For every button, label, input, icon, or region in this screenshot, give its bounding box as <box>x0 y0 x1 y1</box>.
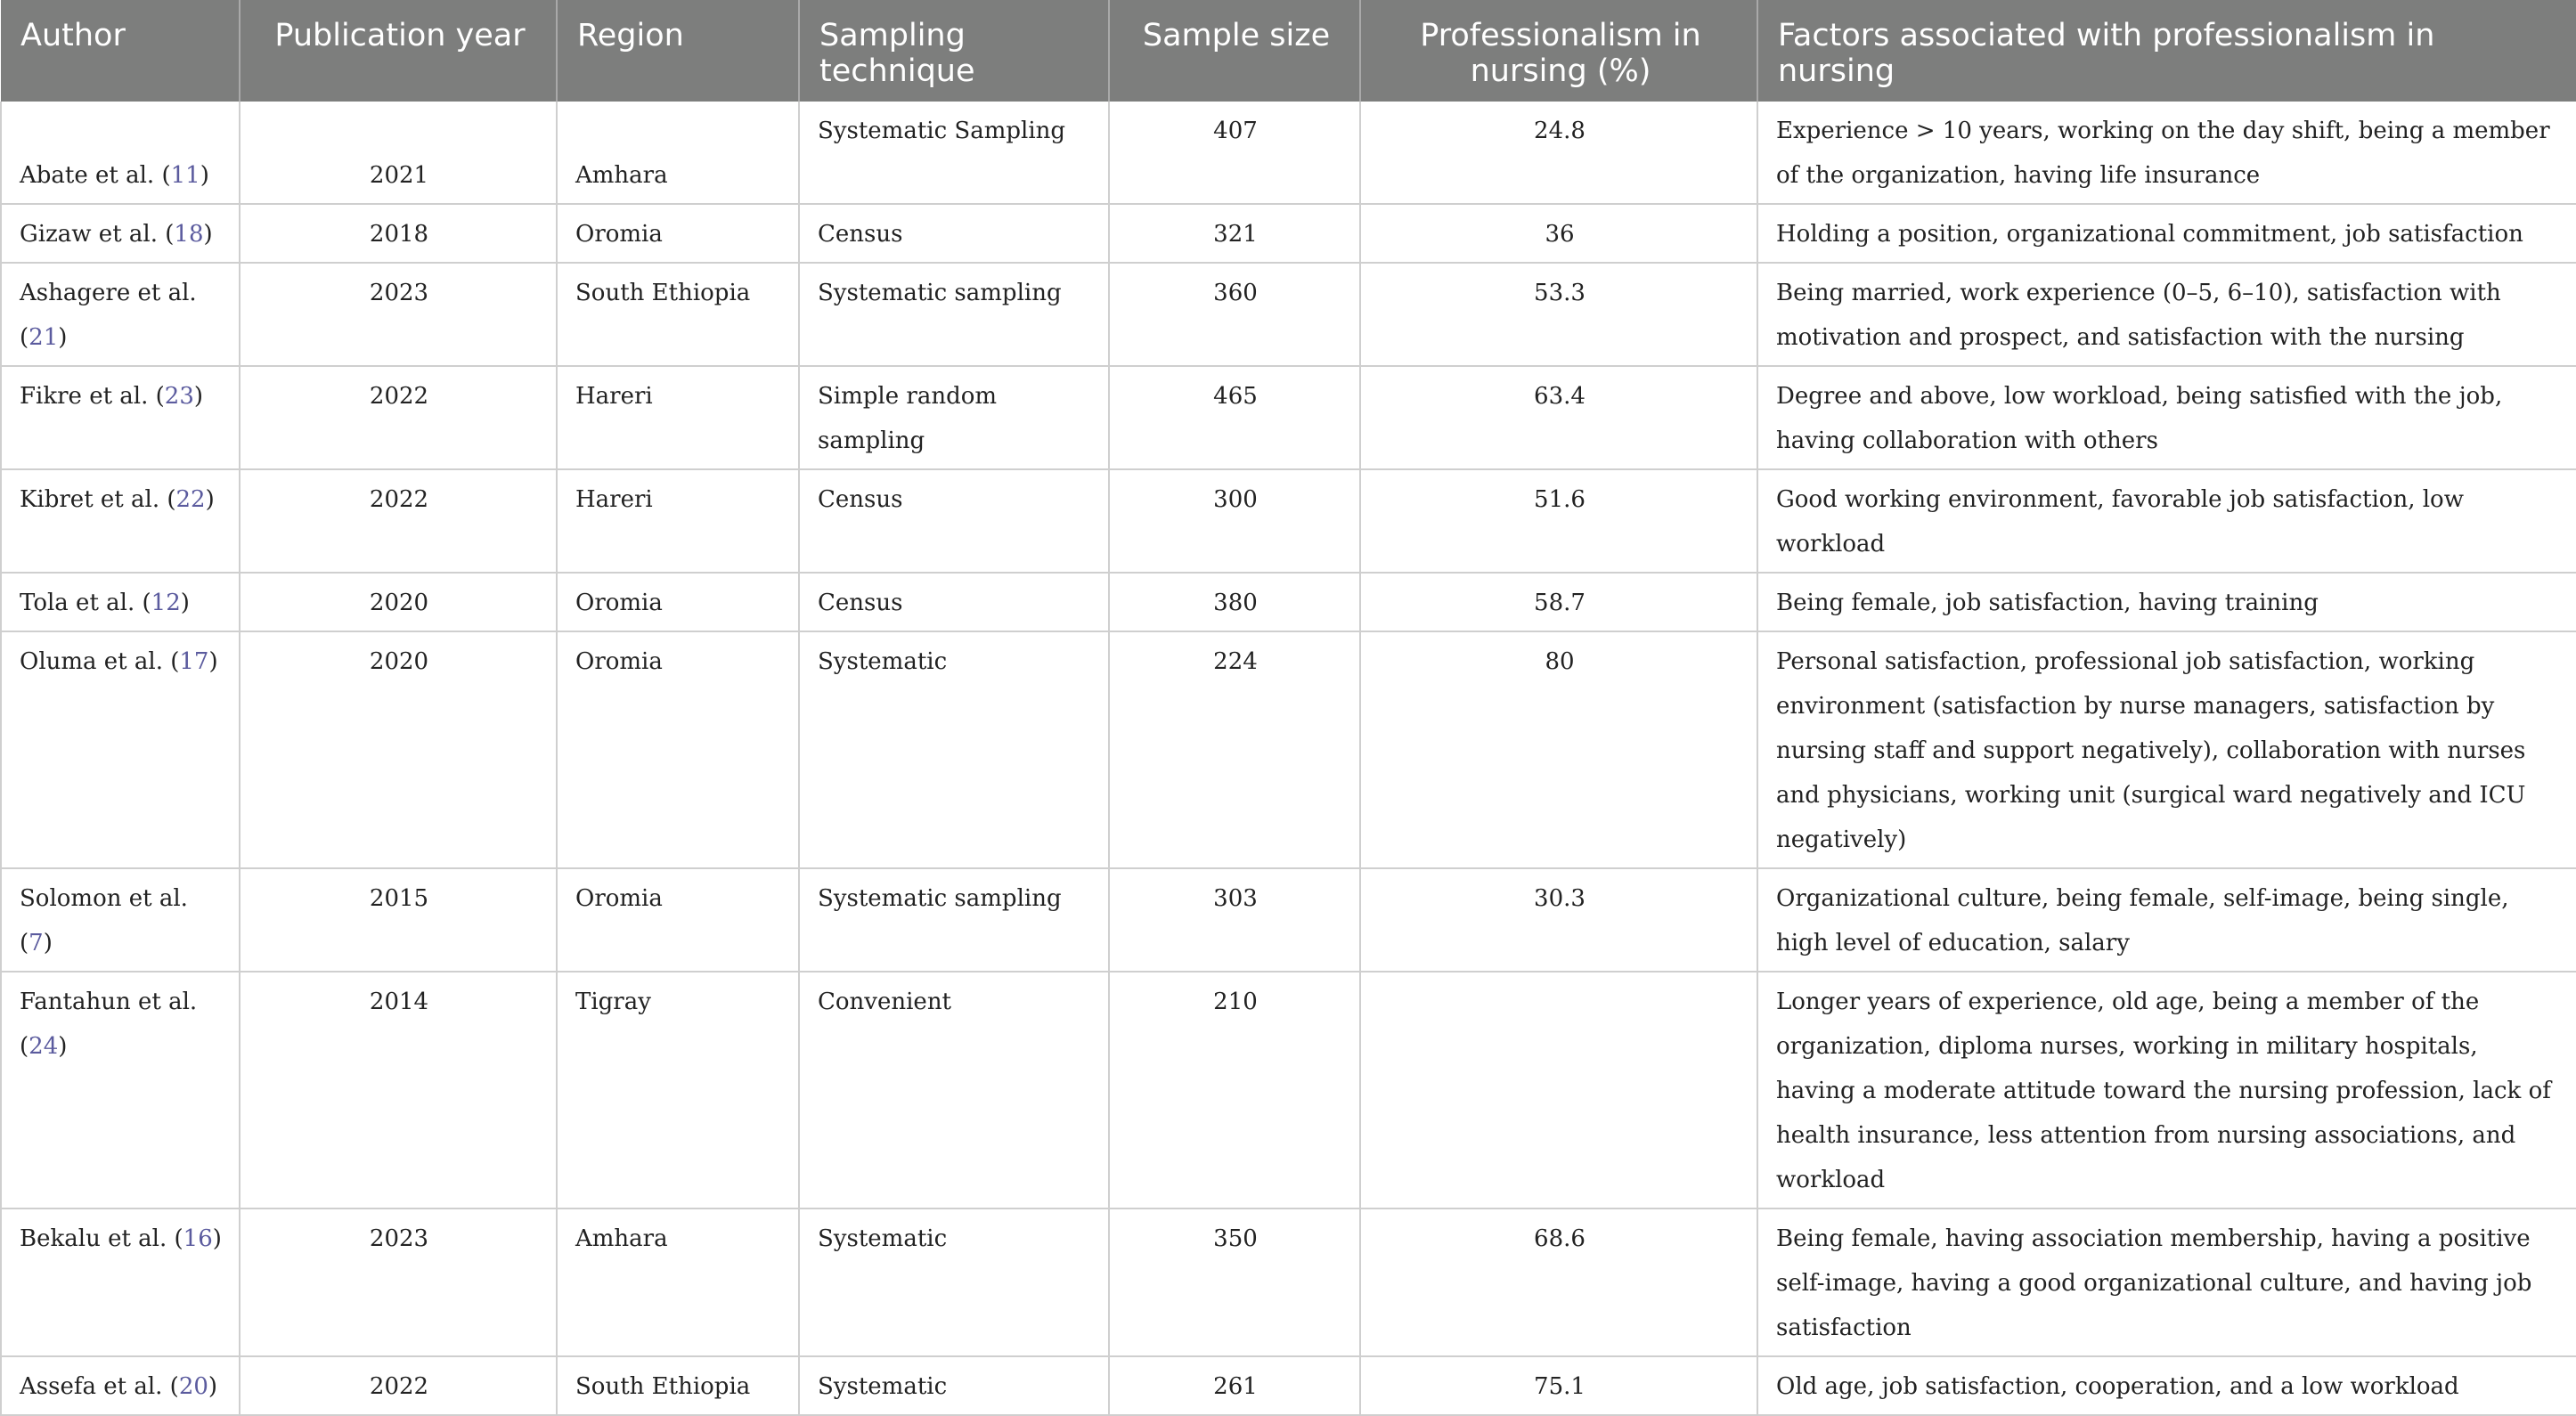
reference-link[interactable]: 16 <box>183 1225 213 1252</box>
cell-technique: Systematic <box>799 1208 1109 1356</box>
cell-sample-size: 350 <box>1109 1208 1360 1356</box>
col-header-size: Sample size <box>1109 0 1360 102</box>
reference-link[interactable]: 23 <box>164 383 194 410</box>
cell-professionalism: 58.7 <box>1360 573 1757 631</box>
cell-factors: Degree and above, low workload, being satisfied with the job, having collaboration with others <box>1757 366 2576 469</box>
cell-region: Hareri <box>557 366 799 469</box>
author-close: ) <box>58 324 68 351</box>
author-close: ) <box>203 221 213 248</box>
cell-sample-size: 300 <box>1109 469 1360 573</box>
table-row <box>1 1356 2576 1415</box>
author-close: ) <box>200 162 209 189</box>
cell-author <box>1 204 240 263</box>
cell-author <box>1 868 240 972</box>
cell-professionalism: 53.3 <box>1360 263 1757 366</box>
cell-factors: Good working environment, favorable job satisfaction, low workload <box>1757 469 2576 573</box>
cell-sample-size: 224 <box>1109 631 1360 868</box>
cell-technique: Systematic <box>799 631 1109 868</box>
cell-author <box>1 1208 240 1356</box>
author-close: ) <box>208 1373 218 1400</box>
cell-region: Oromia <box>557 631 799 868</box>
table-row <box>1 366 2576 469</box>
reference-link[interactable]: 7 <box>29 930 44 956</box>
author-close: ) <box>205 486 215 513</box>
cell-sample-size: 407 <box>1109 102 1360 204</box>
cell-professionalism <box>1360 972 1757 1208</box>
cell-factors: Old age, job satisfaction, cooperation, and a low workload <box>1757 1356 2576 1415</box>
cell-professionalism: 80 <box>1360 631 1757 868</box>
reference-link[interactable]: 21 <box>29 324 59 351</box>
reference-link[interactable]: 22 <box>175 486 206 513</box>
col-header-year: Publication year <box>240 0 557 102</box>
cell-year: 2020 <box>240 573 557 631</box>
col-header-technique: Sampling technique <box>799 0 1109 102</box>
cell-technique: Systematic Sampling <box>799 102 1109 204</box>
table-row <box>1 868 2576 972</box>
cell-sample-size: 360 <box>1109 263 1360 366</box>
cell-technique: Systematic <box>799 1356 1109 1415</box>
cell-factors: Being female, job satisfaction, having training <box>1757 573 2576 631</box>
cell-technique: Systematic sampling <box>799 263 1109 366</box>
cell-factors: Longer years of experience, old age, being a member of the organization, diploma nurses, working in military hospitals, having a moderate attitude toward the nursing profession, lack of health insurance, less attention from nursing associations, and workload <box>1757 972 2576 1208</box>
table-row <box>1 972 2576 1208</box>
reference-link[interactable]: 12 <box>151 590 181 616</box>
col-header-professionalism: Professionalism in nursing (%) <box>1360 0 1757 102</box>
cell-technique: Census <box>799 573 1109 631</box>
cell-professionalism: 63.4 <box>1360 366 1757 469</box>
cell-technique: Systematic sampling <box>799 868 1109 972</box>
author-name: Solomon et al. ( <box>20 885 188 956</box>
cell-year: 2014 <box>240 972 557 1208</box>
cell-sample-size: 303 <box>1109 868 1360 972</box>
cell-year: 2022 <box>240 1356 557 1415</box>
cell-region: South Ethiopia <box>557 263 799 366</box>
col-header-factors: Factors associated with professionalism in nursing <box>1757 0 2576 102</box>
author-close: ) <box>208 648 218 675</box>
table-row <box>1 102 2576 204</box>
cell-sample-size: 210 <box>1109 972 1360 1208</box>
cell-sample-size: 321 <box>1109 204 1360 263</box>
author-name: Fantahun et al. ( <box>20 989 198 1060</box>
reference-link[interactable]: 24 <box>29 1033 59 1060</box>
cell-year: 2021 <box>240 102 557 204</box>
cell-factors: Being married, work experience (0–5, 6–10), satisfaction with motivation and prospect, and satisfaction with the nursing <box>1757 263 2576 366</box>
col-header-author: Author <box>1 0 240 102</box>
cell-year: 2023 <box>240 1208 557 1356</box>
cell-year: 2015 <box>240 868 557 972</box>
cell-region: Tigray <box>557 972 799 1208</box>
cell-region: Oromia <box>557 204 799 263</box>
author-name: Kibret et al. ( <box>20 486 176 513</box>
reference-link[interactable]: 11 <box>170 162 200 189</box>
cell-author <box>1 1356 240 1415</box>
author-name: Tola et al. ( <box>20 590 151 616</box>
author-close: ) <box>43 930 53 956</box>
cell-author <box>1 573 240 631</box>
table-row <box>1 573 2576 631</box>
cell-professionalism: 30.3 <box>1360 868 1757 972</box>
cell-region: Amhara <box>557 102 799 204</box>
cell-sample-size: 465 <box>1109 366 1360 469</box>
cell-professionalism: 36 <box>1360 204 1757 263</box>
author-name: Assefa et al. ( <box>20 1373 179 1400</box>
cell-author <box>1 263 240 366</box>
cell-factors: Organizational culture, being female, self-image, being single, high level of education, salary <box>1757 868 2576 972</box>
cell-technique: Census <box>799 204 1109 263</box>
author-close: ) <box>212 1225 222 1252</box>
author-name: Gizaw et al. ( <box>20 221 175 248</box>
cell-region: Amhara <box>557 1208 799 1356</box>
table-row <box>1 263 2576 366</box>
cell-technique: Convenient <box>799 972 1109 1208</box>
cell-author <box>1 102 240 204</box>
author-close: ) <box>180 590 190 616</box>
table-row <box>1 631 2576 868</box>
col-header-region: Region <box>557 0 799 102</box>
cell-technique: Simple random sampling <box>799 366 1109 469</box>
author-name: Bekalu et al. ( <box>20 1225 183 1252</box>
cell-year: 2018 <box>240 204 557 263</box>
cell-region: Oromia <box>557 868 799 972</box>
cell-region: Oromia <box>557 573 799 631</box>
reference-link[interactable]: 18 <box>174 221 204 248</box>
cell-professionalism: 24.8 <box>1360 102 1757 204</box>
header-row <box>1 0 2576 102</box>
cell-year: 2020 <box>240 631 557 868</box>
author-name: Ashagere et al. ( <box>20 280 197 351</box>
cell-sample-size: 380 <box>1109 573 1360 631</box>
cell-year: 2023 <box>240 263 557 366</box>
cell-author <box>1 366 240 469</box>
cell-sample-size: 261 <box>1109 1356 1360 1415</box>
reference-link[interactable]: 20 <box>178 1373 208 1400</box>
author-name: Oluma et al. ( <box>20 648 180 675</box>
cell-professionalism: 51.6 <box>1360 469 1757 573</box>
cell-year: 2022 <box>240 469 557 573</box>
cell-author <box>1 631 240 868</box>
cell-year: 2022 <box>240 366 557 469</box>
cell-author <box>1 972 240 1208</box>
author-name: Abate et al. ( <box>20 162 171 189</box>
cell-region: Hareri <box>557 469 799 573</box>
cell-professionalism: 68.6 <box>1360 1208 1757 1356</box>
cell-factors: Holding a position, organizational commitment, job satisfaction <box>1757 204 2576 263</box>
author-close: ) <box>58 1033 68 1060</box>
cell-factors: Being female, having association membership, having a positive self-image, having a good organizational culture, and having job satisfaction <box>1757 1208 2576 1356</box>
cell-region: South Ethiopia <box>557 1356 799 1415</box>
table-row <box>1 1208 2576 1356</box>
author-name: Fikre et al. ( <box>20 383 165 410</box>
author-close: ) <box>193 383 204 410</box>
cell-author <box>1 469 240 573</box>
cell-professionalism: 75.1 <box>1360 1356 1757 1415</box>
cell-technique: Census <box>799 469 1109 573</box>
table-row <box>1 469 2576 573</box>
cell-factors: Experience > 10 years, working on the day shift, being a member of the organization, having life insurance <box>1757 102 2576 204</box>
table-row <box>1 204 2576 263</box>
reference-link[interactable]: 17 <box>179 648 209 675</box>
cell-factors: Personal satisfaction, professional job satisfaction, working environment (satisfaction by nurse managers, satisfaction by nursing staff and support negatively), collaboration with nurses and physicians, working unit (surgical ward negatively and ICU negatively) <box>1757 631 2576 868</box>
